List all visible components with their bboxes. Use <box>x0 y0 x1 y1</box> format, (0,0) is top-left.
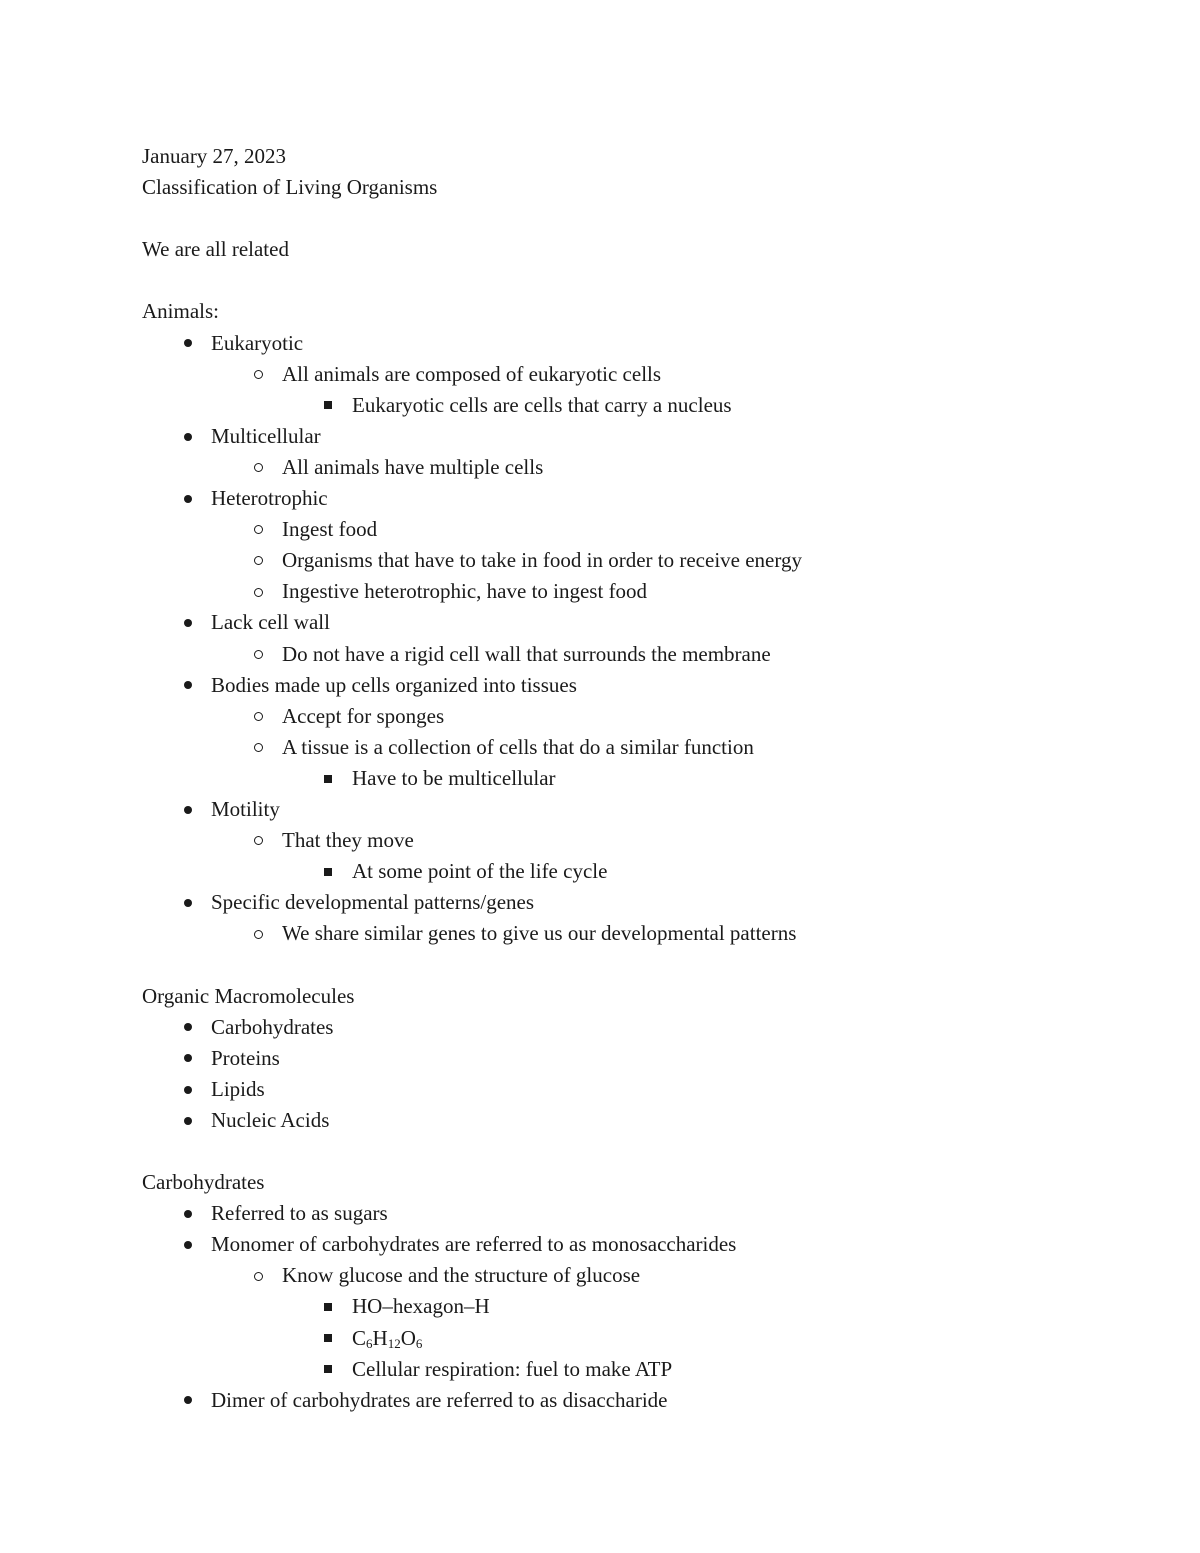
bullet-dot-icon <box>178 1074 198 1105</box>
bullet-circle-icon <box>248 514 268 545</box>
list-item-text: Ingest food <box>282 517 378 542</box>
list-item-text: Monomer of carbohydrates are referred to as monosaccharides <box>211 1232 737 1257</box>
formula-element: C <box>352 1325 367 1350</box>
bullet-square-icon <box>318 1354 338 1385</box>
list-item-text: Accept for sponges <box>282 703 445 728</box>
list-item-text: Nucleic Acids <box>211 1107 330 1132</box>
list-item <box>142 328 1102 359</box>
list-item <box>142 701 1102 732</box>
bullet-square-icon <box>318 763 338 794</box>
bullet-circle-icon <box>248 359 268 390</box>
list-item-text: Motility <box>211 796 280 821</box>
bullet-dot-icon <box>178 887 198 918</box>
list-item <box>142 1229 1102 1260</box>
list-item <box>142 359 1102 390</box>
bullet-dot-icon <box>178 1105 198 1136</box>
list-item <box>142 545 1102 576</box>
list-item <box>142 607 1102 638</box>
formula-subscript: 6 <box>415 1335 423 1351</box>
list-item-text: Dimer of carbohydrates are referred to as disaccharide <box>211 1387 668 1412</box>
list-item-text: Ingestive heterotrophic, have to ingest food <box>282 579 648 604</box>
list-item <box>142 1323 1102 1354</box>
blank-line <box>142 265 1102 296</box>
bullet-dot-icon <box>178 607 198 638</box>
list-item-text: Organisms that have to take in food in order to receive energy <box>282 548 802 573</box>
blank-line <box>142 949 1102 980</box>
list-item-text: Have to be multicellular <box>352 765 556 790</box>
list-item-text: Referred to as sugars <box>211 1201 388 1226</box>
list-item <box>142 1074 1102 1105</box>
list-item <box>142 1012 1102 1043</box>
formula-subscript: 6 <box>366 1335 373 1351</box>
bullet-circle-icon <box>248 732 268 763</box>
list-item <box>142 576 1102 607</box>
list-item <box>142 390 1102 421</box>
glucose-formula <box>352 1326 422 1350</box>
list-item <box>142 483 1102 514</box>
list-item-text: All animals are composed of eukaryotic cells <box>282 361 662 386</box>
list-item <box>142 514 1102 545</box>
formula-subscript: 12 <box>387 1335 401 1351</box>
carbohydrates-heading: Carbohydrates <box>142 1170 265 1195</box>
bullet-square-icon <box>318 390 338 421</box>
date-line: January 27, 2023 <box>142 144 287 168</box>
bullet-dot-icon <box>178 670 198 701</box>
macromolecules-heading: Organic Macromolecules <box>142 983 355 1008</box>
formula-element: H <box>372 1325 388 1350</box>
document-page <box>142 141 1102 1416</box>
list-item-text: Lack cell wall <box>211 610 330 635</box>
list-item <box>142 452 1102 483</box>
bullet-circle-icon <box>248 452 268 483</box>
list-item-text: Carbohydrates <box>211 1014 334 1039</box>
list-item <box>142 670 1102 701</box>
bullet-square-icon <box>318 1323 338 1354</box>
list-item <box>142 421 1102 452</box>
list-item-text: All animals have multiple cells <box>282 454 544 479</box>
list-item <box>142 794 1102 825</box>
list-item <box>142 1198 1102 1229</box>
page-title: Classification of Living Organisms <box>142 175 438 200</box>
list-item <box>142 1354 1102 1385</box>
bullet-dot-icon <box>178 1198 198 1229</box>
list-item-text: We share similar genes to give us our developmental patterns <box>282 921 797 946</box>
blank-line <box>142 1136 1102 1167</box>
list-item-text: That they move <box>282 828 414 853</box>
bullet-circle-icon <box>248 545 268 576</box>
list-item-text: Proteins <box>211 1045 280 1070</box>
blank-line <box>142 203 1102 234</box>
list-item-text: Do not have a rigid cell wall that surrounds the membrane <box>282 641 771 666</box>
list-item-text: Heterotrophic <box>211 486 328 511</box>
list-item-text: Specific developmental patterns/genes <box>211 890 535 915</box>
list-item <box>142 1291 1102 1322</box>
bullet-circle-icon <box>248 701 268 732</box>
list-item-text: Eukaryotic cells are cells that carry a nucleus <box>352 392 732 417</box>
list-item <box>142 1105 1102 1136</box>
list-item-text: A tissue is a collection of cells that do a similar function <box>282 734 754 759</box>
list-item-text: Cellular respiration: fuel to make ATP <box>352 1356 673 1381</box>
list-item <box>142 763 1102 794</box>
list-item-text: HO–hexagon–H <box>352 1294 490 1319</box>
bullet-circle-icon <box>248 825 268 856</box>
list-item-text: Lipids <box>211 1076 265 1101</box>
bullet-dot-icon <box>178 328 198 359</box>
bullet-dot-icon <box>178 483 198 514</box>
bullet-circle-icon <box>248 639 268 670</box>
list-item <box>142 856 1102 887</box>
formula-element: O <box>400 1325 416 1350</box>
list-item-text: Know glucose and the structure of glucose <box>282 1263 641 1288</box>
list-item <box>142 825 1102 856</box>
bullet-dot-icon <box>178 1385 198 1416</box>
subtitle-line: We are all related <box>142 237 289 262</box>
bullet-square-icon <box>318 856 338 887</box>
bullet-circle-icon <box>248 918 268 949</box>
bullet-square-icon <box>318 1291 338 1322</box>
list-item <box>142 918 1102 949</box>
animals-heading: Animals: <box>142 299 219 324</box>
bullet-circle-icon <box>248 1260 268 1291</box>
list-item-text: Multicellular <box>211 423 321 448</box>
list-item-text: Eukaryotic <box>211 330 304 355</box>
list-item-text: At some point of the life cycle <box>352 859 608 884</box>
bullet-circle-icon <box>248 576 268 607</box>
list-item <box>142 887 1102 918</box>
bullet-dot-icon <box>178 421 198 452</box>
bullet-dot-icon <box>178 1012 198 1043</box>
list-item <box>142 639 1102 670</box>
list-item <box>142 1260 1102 1291</box>
list-item <box>142 1385 1102 1416</box>
list-item <box>142 1043 1102 1074</box>
bullet-dot-icon <box>178 1043 198 1074</box>
bullet-dot-icon <box>178 794 198 825</box>
bullet-dot-icon <box>178 1229 198 1260</box>
list-item <box>142 732 1102 763</box>
list-item-text: Bodies made up cells organized into tissues <box>211 672 577 697</box>
